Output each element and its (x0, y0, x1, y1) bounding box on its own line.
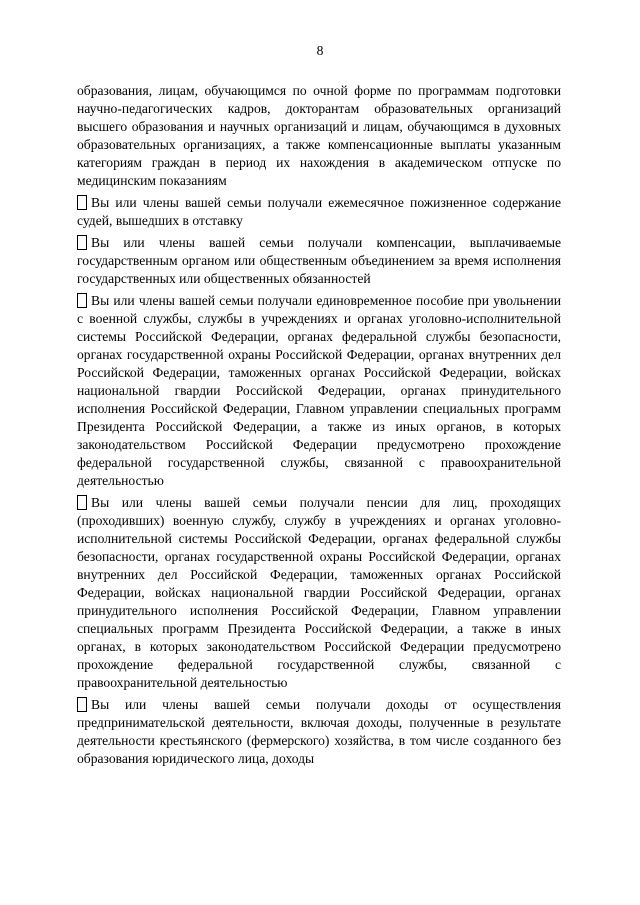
checkbox-item-compensation (77, 234, 561, 288)
checkbox[interactable] (77, 195, 87, 210)
page-content (77, 82, 561, 772)
checkbox-item-label: Вы или члены вашей семьи получали пенсии для лиц, проходящих (проходивших) военную службу, службу в учреждениях и органах уголовно-исполнительной системы Российской Федерации, органах федеральной службы безопасности, органах государственной охраны Российской Федерации, органах внутренних дел Российской Федерации, таможенных органах Российской Федерации, войсках национальной гвардии Российской Федерации, органах принудительного исполнения Российской Федерации, Главном управлении специальных программ Президента Российской Федерации, а также в иных органах, в которых законодательством Российской Федерации предусмотрено прохождение федеральной государственной службы, связанной с правоохранительной деятельностью (77, 495, 561, 690)
checkbox[interactable] (77, 495, 87, 510)
checkbox[interactable] (77, 235, 87, 250)
checkbox-item-business-income (77, 696, 561, 768)
checkbox-item-label: Вы или члены вашей семьи получали доходы от осуществления предпринимательской деятельности, включая доходы, полученные в результате деятельности крестьянского (фермерского) хозяйства, в том числе созданного без образования юридического лица, доходы (77, 697, 561, 766)
checkbox[interactable] (77, 293, 87, 308)
checkbox-item-label: Вы или члены вашей семьи получали компенсации, выплачиваемые государственным органом или общественным объединением за время исполнения государственных или общественных обязанностей (77, 235, 561, 286)
checkbox-item-lump-sum-allowance (77, 292, 561, 490)
page-number: 8 (316, 43, 324, 58)
intro-paragraph: образования, лицам, обучающимся по очной форме по программам подготовки научно-педагогических кадров, докторантам образовательных организаций высшего образования и научных организаций и лицам, обучающимся в духовных образовательных организациях, а также компенсационные выплаты указанным категориям граждан в период их нахождения в академическом отпуске по медицинским показаниям (77, 83, 561, 188)
checkbox-item-label: Вы или члены вашей семьи получали ежемесячное пожизненное содержание судей, вышедших в отставку (77, 195, 561, 228)
checkbox-item-judges-pension (77, 194, 561, 230)
checkbox-item-label: Вы или члены вашей семьи получали единовременное пособие при увольнении с военной службы, службы в учреждениях и органах уголовно-исполнительной системы Российской Федерации, органах федеральной службы безопасности, органах государственной охраны Российской Федерации, органах внутренних дел Российской Федерации, таможенных органах Российской Федерации, войсках национальной гвардии Российской Федерации, органах принудительного исполнения Российской Федерации, Главном управлении специальных программ Президента Российской Федерации, а также из иных органов, в которых законодательством Российской Федерации предусмотрено прохождение федеральной государственной службы, связанной с правоохранительной деятельностью (77, 293, 561, 488)
checkbox[interactable] (77, 697, 87, 712)
checkbox-item-service-pension (77, 494, 561, 692)
